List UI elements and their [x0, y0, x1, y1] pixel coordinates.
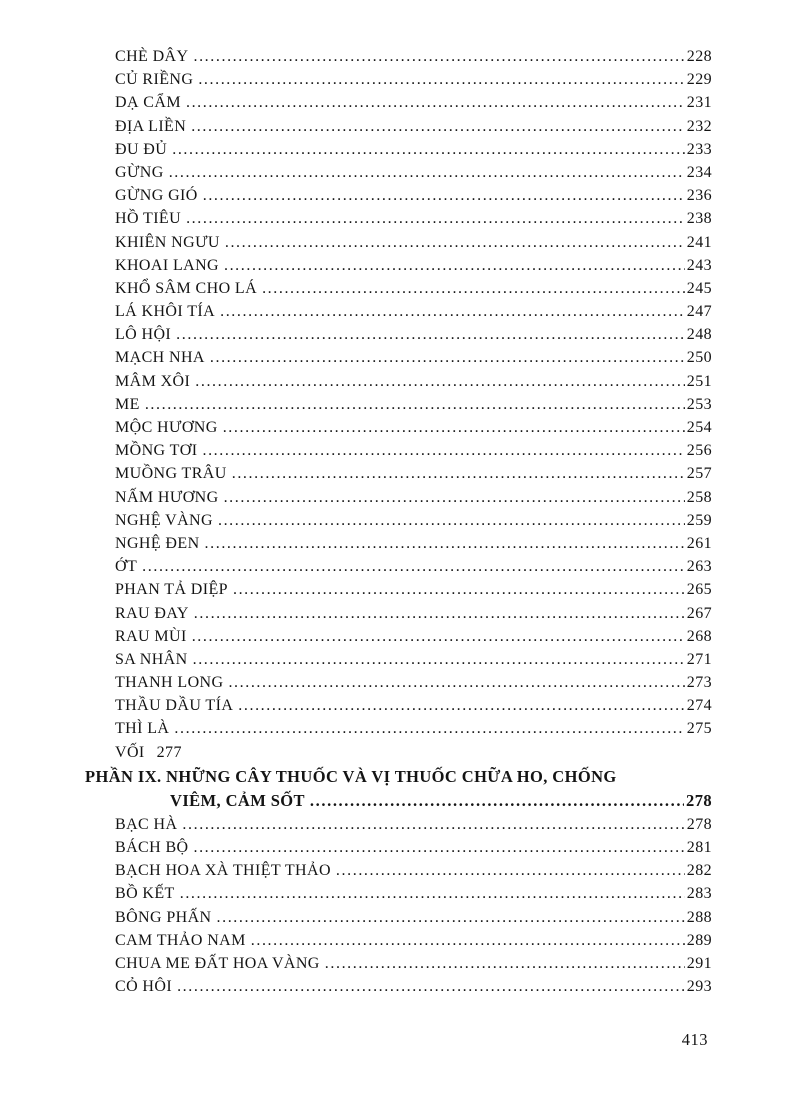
- toc-entry-label: DẠ CẨM: [115, 94, 181, 112]
- dot-leader: [191, 839, 684, 857]
- toc-entry: [115, 94, 712, 117]
- toc-entry-label: CỎ HÔI: [115, 978, 173, 996]
- toc-entry: [115, 187, 712, 210]
- toc-entry: [115, 349, 712, 372]
- toc-entry: [115, 581, 712, 604]
- dot-leader: [172, 720, 684, 738]
- toc-entry-label: RAU MÙI: [115, 627, 187, 645]
- toc-entry-page: 231: [686, 94, 712, 112]
- dot-leader: [308, 791, 684, 811]
- toc-entry-page: 245: [686, 279, 712, 297]
- toc-entry-page: 229: [686, 71, 712, 89]
- toc-entry-label: KHỔ SÂM CHO LÁ: [115, 279, 258, 297]
- toc-list: [85, 48, 712, 1001]
- dot-leader: [218, 303, 685, 321]
- toc-entry-page: 233: [686, 140, 712, 158]
- toc-entry-page: 250: [686, 349, 712, 367]
- dot-leader: [191, 48, 684, 66]
- dot-leader: [191, 651, 685, 669]
- dot-leader: [180, 816, 684, 834]
- toc-entry-page: 251: [686, 372, 712, 390]
- toc-entry: [115, 210, 712, 233]
- toc-entry: [115, 465, 712, 488]
- dot-leader: [221, 419, 685, 437]
- toc-entry-label: KHOAI LANG: [115, 256, 219, 274]
- toc-entry-page: 243: [686, 256, 712, 274]
- toc-entry-page: 258: [686, 488, 712, 506]
- dot-leader: [178, 885, 685, 903]
- toc-entry-page: 293: [686, 978, 712, 996]
- toc-entry-page: 274: [686, 697, 712, 715]
- toc-entry-label: BÁCH BỘ: [115, 839, 189, 856]
- dot-leader: [189, 118, 685, 136]
- toc-entry-page: 275: [686, 720, 712, 738]
- toc-entry-page: 267: [686, 604, 712, 622]
- toc-entry-label: CAM THẢO NAM: [115, 931, 246, 949]
- toc-entry-label: BẠC HÀ: [115, 815, 178, 833]
- toc-entry: [115, 651, 712, 674]
- dot-leader: [216, 512, 685, 530]
- footer-page-number: 413: [681, 1030, 708, 1049]
- toc-entry-label: THÌ LÀ: [115, 720, 170, 738]
- toc-entry-page: 234: [686, 163, 712, 181]
- toc-entry: [115, 164, 712, 187]
- toc-entry: [115, 628, 712, 651]
- toc-entry-label: LÁ KHÔI TÍA: [115, 303, 216, 321]
- toc-entry-page: 259: [686, 511, 712, 529]
- dot-leader: [323, 955, 685, 973]
- toc-entry-page: 265: [686, 581, 712, 599]
- dot-leader: [200, 442, 684, 460]
- toc-entry-label: ĐỊA LIỀN: [115, 117, 187, 135]
- dot-leader: [201, 187, 685, 205]
- dot-leader: [170, 141, 685, 159]
- toc-entry-label: GỪNG: [115, 163, 164, 181]
- toc-entry-label: BÔNG PHẤN: [115, 908, 212, 926]
- toc-entry-label: LÔ HỘI: [115, 326, 172, 344]
- dot-leader: [231, 581, 685, 599]
- toc-entry: [115, 909, 712, 932]
- toc-entry-label: THANH LONG: [115, 674, 224, 692]
- toc-entry-label: NGHỆ VÀNG: [115, 511, 213, 529]
- dot-leader: [190, 628, 685, 646]
- dot-leader: [236, 697, 685, 715]
- toc-entry-label: BẠCH HOA XÀ THIỆT THẢO: [115, 862, 331, 880]
- toc-entry-label: ME: [115, 395, 140, 413]
- toc-entry: [115, 489, 712, 512]
- toc-entry-label: NGHỆ ĐEN: [115, 534, 200, 552]
- dot-leader: [140, 558, 685, 576]
- toc-entry-page: 238: [686, 210, 712, 228]
- toc-entry: [115, 720, 712, 743]
- dot-leader: [192, 605, 685, 623]
- toc-entry-label: RAU ĐAY: [115, 604, 189, 622]
- dot-leader: [175, 978, 685, 996]
- toc-entry: [115, 442, 712, 465]
- dot-leader: [222, 257, 685, 275]
- dot-leader: [260, 280, 685, 298]
- toc-entry-page: 248: [686, 326, 712, 344]
- toc-entry: [115, 141, 712, 164]
- toc-section-page: 278: [686, 791, 712, 811]
- toc-entry-page: 283: [686, 885, 712, 903]
- toc-entry: [115, 396, 712, 419]
- toc-entry: [115, 816, 712, 839]
- dot-leader: [196, 71, 684, 89]
- toc-entry: [115, 234, 712, 257]
- toc-entry-page: 282: [686, 862, 712, 880]
- toc-entry-label: MỘC HƯƠNG: [115, 419, 218, 436]
- toc-entry-page: 261: [686, 534, 712, 552]
- dot-leader: [184, 94, 685, 112]
- toc-section-title-continued: VIÊM, CẢM SỐT: [170, 791, 305, 811]
- toc-entry: [115, 48, 712, 71]
- toc-entry-page: 289: [686, 931, 712, 949]
- toc-entry: [115, 558, 712, 581]
- toc-entry-page: 236: [686, 187, 712, 205]
- toc-entry: [115, 118, 712, 141]
- toc-entry-label: MẠCH NHA: [115, 349, 205, 367]
- dot-leader: [193, 373, 685, 391]
- toc-section-heading-line2: [170, 791, 712, 816]
- dot-leader: [174, 326, 685, 344]
- toc-entry: [115, 71, 712, 94]
- toc-entry-label: ỚT: [115, 558, 138, 576]
- dot-leader: [230, 465, 685, 483]
- toc-entry: [115, 744, 712, 767]
- toc-entry-label: CHÈ DÂY: [115, 48, 189, 65]
- toc-entry: [115, 535, 712, 558]
- toc-entry-page: 228: [686, 48, 712, 65]
- toc-entry-label: MỒNG TƠI: [115, 442, 198, 460]
- toc-entry-page: 268: [686, 627, 712, 645]
- dot-leader: [184, 210, 685, 228]
- toc-entry-page: 288: [686, 908, 712, 926]
- toc-entry-label: VỐI: [115, 743, 145, 761]
- toc-entry-page: 291: [686, 954, 712, 972]
- toc-entry: [115, 839, 712, 862]
- dot-leader: [334, 862, 685, 880]
- toc-entry: [115, 512, 712, 535]
- toc-entry: [115, 303, 712, 326]
- toc-entry: [115, 280, 712, 303]
- toc-entry-label: PHAN TẢ DIỆP: [115, 581, 228, 599]
- dot-leader: [249, 932, 685, 950]
- toc-entry: [115, 955, 712, 978]
- dot-leader: [167, 164, 685, 182]
- toc-entry-label: CỦ RIỀNG: [115, 71, 194, 89]
- dot-leader: [223, 234, 685, 252]
- toc-entry-label: CHUA ME ĐẤT HOA VÀNG: [115, 954, 320, 972]
- toc-entry-page: 281: [686, 839, 712, 856]
- toc-entry-label: MÂM XÔI: [115, 372, 191, 390]
- toc-entry: [115, 605, 712, 628]
- dot-leader: [143, 396, 685, 414]
- toc-entry: [115, 978, 712, 1001]
- toc-entry-page: 277: [156, 743, 182, 761]
- toc-entry-page: 247: [686, 303, 712, 321]
- toc-entry: [115, 674, 712, 697]
- toc-entry-page: 271: [686, 650, 712, 668]
- toc-entry: [115, 862, 712, 885]
- toc-section-heading-line1: [85, 767, 712, 792]
- toc-entry: [115, 419, 712, 442]
- toc-entry: [115, 885, 712, 908]
- toc-entry-page: 278: [686, 815, 712, 833]
- dot-leader: [226, 674, 684, 692]
- dot-leader: [203, 535, 685, 553]
- toc-entry-label: GỪNG GIÓ: [115, 187, 198, 205]
- toc-entry: [115, 697, 712, 720]
- toc-entry-page: 257: [686, 465, 712, 483]
- dot-leader: [208, 349, 685, 367]
- toc-entry: [115, 932, 712, 955]
- toc-entry-page: 232: [686, 117, 712, 135]
- toc-entry-label: SA NHÂN: [115, 650, 188, 668]
- toc-entry-page: 273: [686, 674, 712, 692]
- dot-leader: [215, 909, 685, 927]
- toc-entry-label: MUỒNG TRÂU: [115, 465, 227, 483]
- dot-leader: [222, 489, 685, 507]
- toc-section-title: PHẦN IX. NHỮNG CÂY THUỐC VÀ VỊ THUỐC CHỮA HO, CHỐNG: [85, 766, 617, 786]
- toc-entry: [115, 373, 712, 396]
- toc-entry-label: NẤM HƯƠNG: [115, 488, 219, 506]
- toc-entry-label: ĐU ĐỦ: [115, 140, 168, 158]
- toc-entry-page: 241: [686, 233, 712, 251]
- toc-entry-label: HỒ TIÊU: [115, 210, 182, 228]
- toc-entry: [115, 257, 712, 280]
- toc-entry: [115, 326, 712, 349]
- toc-entry-label: KHIÊN NGƯU: [115, 233, 220, 251]
- toc-entry-page: 254: [686, 419, 712, 436]
- toc-entry-page: 263: [686, 558, 712, 576]
- toc-entry-page: 253: [686, 395, 712, 413]
- toc-entry-label: THẦU DẦU TÍA: [115, 697, 234, 715]
- toc-entry-label: BỒ KẾT: [115, 885, 175, 903]
- toc-entry-page: 256: [686, 442, 712, 460]
